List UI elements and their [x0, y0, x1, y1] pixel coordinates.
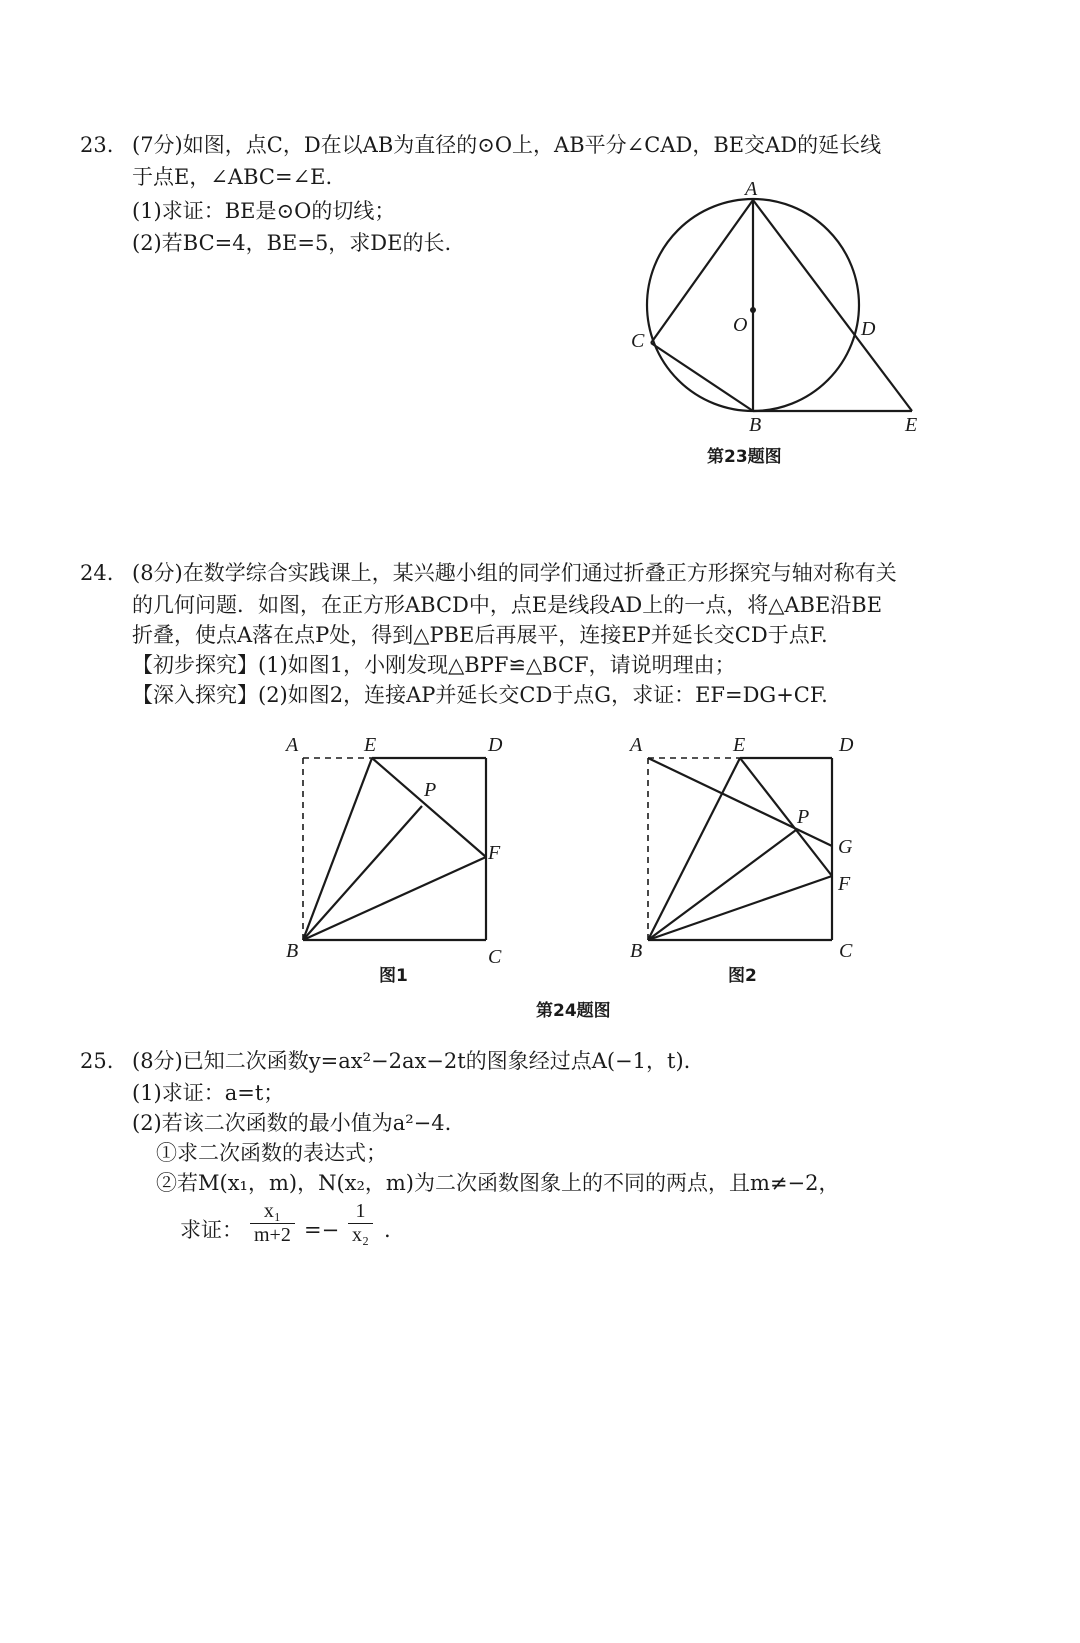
q23-label-o: O [733, 314, 748, 336]
q23-label-b: B [749, 414, 762, 436]
q24-fig2-label-g: G [838, 836, 853, 858]
q24-fig1-label-a: A [286, 734, 299, 756]
q24-line2: 的几何问题．如图，在正方形ABCD中，点E是线段AD上的一点，将△ABE沿BE [132, 593, 883, 617]
q25-line1: 25. (8分)已知二次函数y=ax²−2ax−2t的图象经过点A(−1，t). [80, 1046, 690, 1076]
q24-fig1-label-b: B [286, 940, 299, 962]
q23-number: 23. [80, 133, 114, 157]
q25-part1: (1)求证：a=t； [132, 1081, 285, 1105]
q23-label-d: D [861, 318, 876, 340]
q24-fig2-label-f: F [838, 873, 851, 895]
q25-number: 25. [80, 1049, 114, 1073]
q23-line1: 23. (7分)如图，点C，D在以AB为直径的⊙O上，AB平分∠CAD，BE交AD的延长线 [80, 130, 881, 160]
q24-fig2-label-d: D [839, 734, 854, 756]
q23-part2: (2)若BC=4，BE=5，求DE的长. [132, 231, 452, 255]
q24-caption: 第24题图 [536, 1001, 611, 1021]
q25-part2: (2)若该二次函数的最小值为a²−4. [132, 1111, 452, 1135]
q24-line1: 24. (8分)在数学综合实践课上，某兴趣小组的同学们通过折叠正方形探究与轴对称有关 [80, 558, 897, 588]
q25-frac-right-den: x₂ [352, 1224, 369, 1246]
q24-fig2-label-b: B [630, 940, 643, 962]
q24-fig2 [648, 758, 832, 940]
q24-fig1-caption: 图1 [379, 966, 408, 986]
q23-line2: 于点E，∠ABC=∠E. [132, 165, 333, 189]
q25-frac-left-den: m+2 [254, 1224, 291, 1246]
q24-number: 24. [80, 561, 114, 585]
q24-fig1-label-c: C [488, 946, 502, 968]
q24-line4: 【初步探究】(1)如图1，小刚发现△BPF≌△BCF，请说明理由； [132, 653, 736, 677]
q25-sub2: ②若M(x₁，m)，N(x₂，m)为二次函数图象上的不同的两点，且m≠−2， [156, 1171, 840, 1195]
q25-sub1: ①求二次函数的表达式； [156, 1141, 387, 1165]
q24-fig2-label-e: E [733, 734, 746, 756]
q25-equals: =− [304, 1218, 340, 1242]
q25-period: . [384, 1218, 391, 1242]
q24-fig1-label-p: P [424, 779, 437, 801]
q24-fig2-label-p: P [797, 806, 810, 828]
q24-fig1-label-e: E [364, 734, 377, 756]
q24-fig2-caption: 图2 [728, 966, 757, 986]
q23-part1: (1)求证：BE是⊙O的切线； [132, 199, 396, 223]
q25-prove-prefix: 求证： [180, 1218, 243, 1242]
q24-fig2-label-c: C [839, 940, 853, 962]
q23-caption: 第23题图 [707, 447, 782, 467]
q24-fig2-label-a: A [630, 734, 643, 756]
q23-label-c: C [631, 330, 645, 352]
q25-fraction-right [348, 1200, 373, 1247]
q24-line3: 折叠，使点A落在点P处，得到△PBE后再展平，连接EP并延长交CD于点F. [132, 623, 828, 647]
q25-frac-left-num: x₁ [250, 1200, 295, 1224]
q24-fig1 [303, 758, 486, 940]
q25-frac-right-num: 1 [348, 1200, 373, 1224]
q23-label-e: E [905, 414, 918, 436]
q24-fig1-label-d: D [488, 734, 503, 756]
q23-label-a: A [745, 178, 758, 200]
q25-fraction-left [250, 1200, 295, 1247]
q24-fig1-label-f: F [488, 842, 501, 864]
q24-line5: 【深入探究】(2)如图2，连接AP并延长交CD于点G，求证：EF=DG+CF. [132, 683, 828, 707]
